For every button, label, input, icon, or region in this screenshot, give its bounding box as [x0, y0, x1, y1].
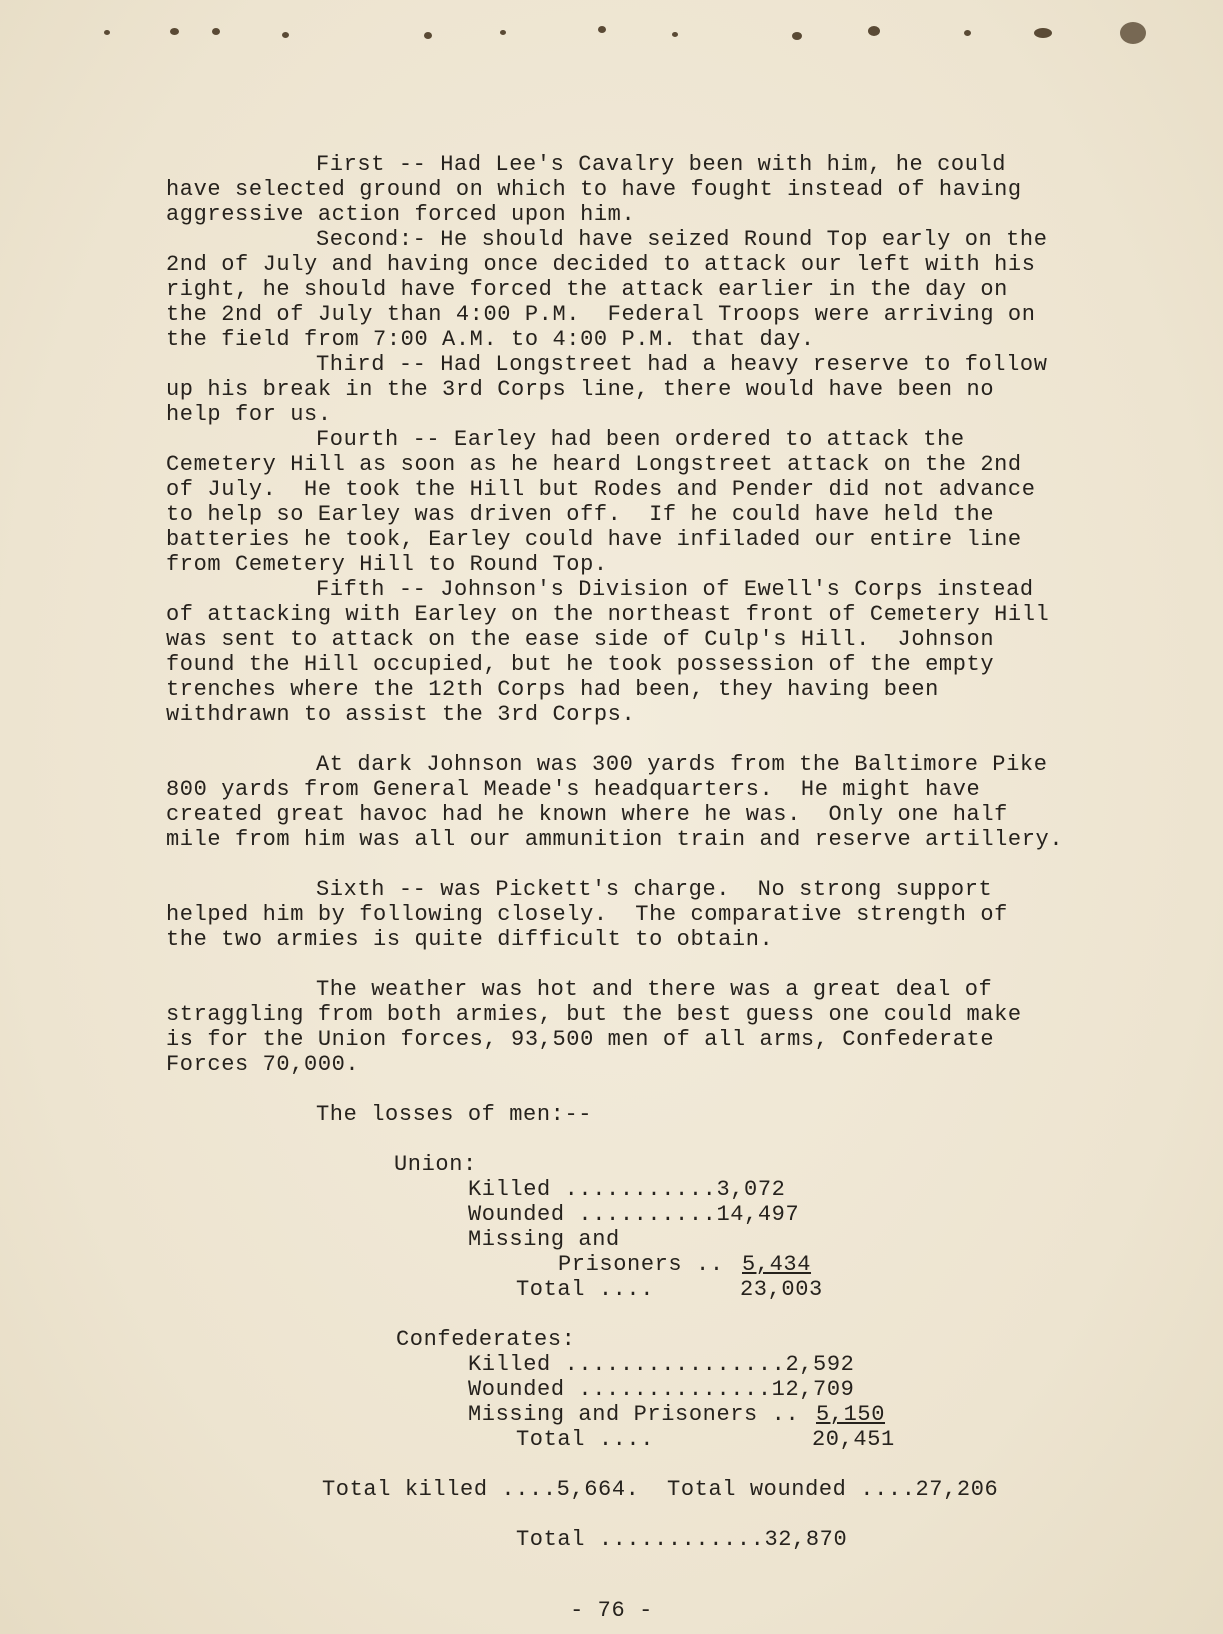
confederates-total-label: Total .... [516, 1427, 655, 1452]
paragraph-weather: The weather was hot and there was a great deal of straggling from both armies, but the best guess one could make is for the Union forces, 93,500 men of all arms, Confederate Forces 70,000. [166, 977, 1022, 1077]
union-prisoners-label: Prisoners .. [558, 1252, 724, 1277]
document-body [166, 152, 1146, 1552]
losses-heading: The losses of men:-- [316, 1102, 593, 1127]
paragraph-fourth: Fourth -- Earley had been ordered to attack the Cemetery Hill as soon as he heard Longstreet attack on the 2nd of July. He took the Hill but Rodes and Pender did not advance to help so Earley was driven off. If he could have held the batteries he took, Earley could have infiladed our entire line from Cemetery Hill to Round Top. [166, 427, 1036, 577]
binder-holes [0, 22, 1223, 52]
union-heading: Union: [394, 1152, 477, 1177]
confederates-heading: Confederates: [396, 1327, 576, 1352]
union-total-value: 23,003 [740, 1277, 823, 1302]
confederates-killed: Killed ................2,592 [468, 1352, 855, 1377]
confederates-wounded: Wounded ..............12,709 [468, 1377, 855, 1402]
union-killed: Killed ...........3,072 [468, 1177, 786, 1202]
union-missing: Missing and [468, 1227, 620, 1252]
union-wounded: Wounded ..........14,497 [468, 1202, 800, 1227]
paragraph-first: First -- Had Lee's Cavalry been with him, he could have selected ground on which to have fought instead of having aggressive action forced upon him. [166, 152, 1022, 227]
union-losses [166, 1152, 1146, 1302]
confederate-losses [166, 1327, 1146, 1452]
union-prisoners-value: 5,434 [742, 1252, 812, 1277]
paragraph-third: Third -- Had Longstreet had a heavy reserve to follow up his break in the 3rd Corps line, there would have been no help for us. [166, 352, 1048, 427]
confederates-missing-label: Missing and Prisoners .. [468, 1402, 800, 1427]
paragraph-second: Second:- He should have seized Round Top early on the 2nd of July and having once decided to attack our left with his right, he should have forced the attack earlier in the day on the 2nd of July than 4:00 P.M. Federal Troops were arriving on the field from 7:00 A.M. to 4:00 P.M. that day. [166, 227, 1048, 352]
grand-total: Total ............32,870 [516, 1527, 848, 1552]
paragraph-fifth: Fifth -- Johnson's Division of Ewell's Corps instead of attacking with Earley on the northeast front of Cemetery Hill was sent to attack on the ease side of Culp's Hill. Johnson found the Hill occupied, but he took possession of the empty trenches where the 12th Corps had been, they having been withdrawn to assist the 3rd Corps. [166, 577, 1050, 727]
union-total-label: Total .... [516, 1277, 655, 1302]
confederates-total-value: 20,451 [812, 1427, 895, 1452]
page-number: - 76 - [570, 1598, 653, 1623]
paragraph-sixth: Sixth -- was Pickett's charge. No strong support helped him by following closely. The comparative strength of the two armies is quite difficult to obtain. [166, 877, 1008, 952]
paragraph-at-dark: At dark Johnson was 300 yards from the Baltimore Pike 800 yards from General Meade's headquarters. He might have created great havoc had he known where he was. Only one half mile from him was all our ammunition train and reserve artillery. [166, 752, 1064, 852]
totals-line: Total killed ....5,664. Total wounded ....27,206 [322, 1477, 999, 1502]
confederates-missing-value: 5,150 [816, 1402, 886, 1427]
